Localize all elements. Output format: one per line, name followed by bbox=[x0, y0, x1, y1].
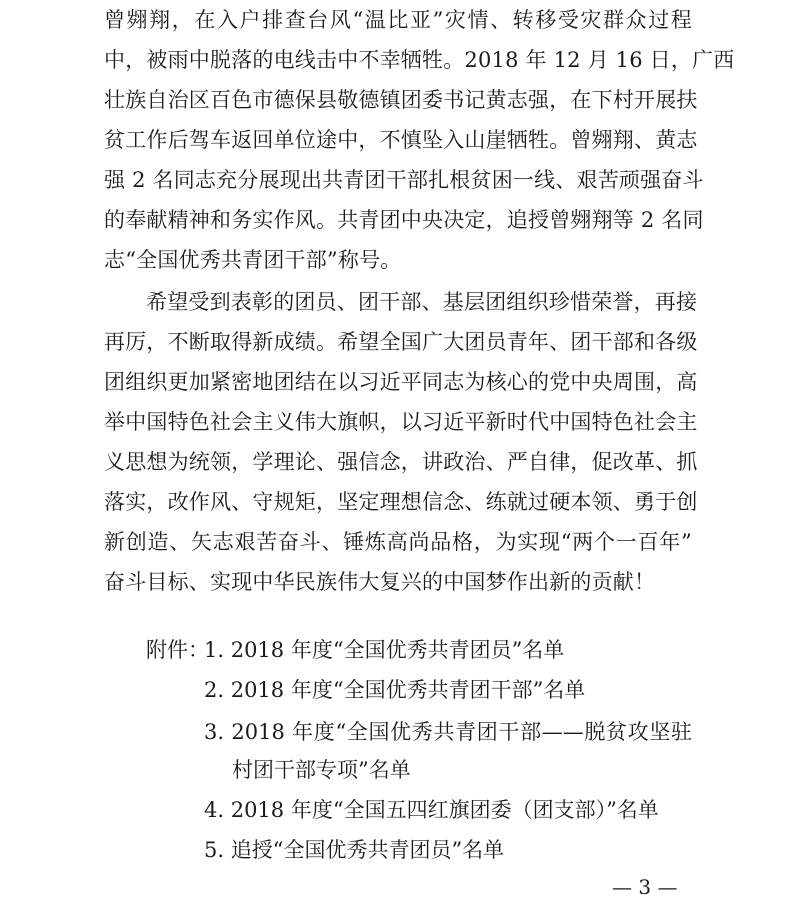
paragraph-1-line-6: 的奉献精神和务实作风。共青团中央决定，追授曾翙翔等 2 名同 bbox=[104, 208, 704, 232]
attachment-item-3: 3. 2018 年度“全国优秀共青团干部——脱贫攻坚驻 bbox=[204, 720, 692, 744]
paragraph-2-line-3: 团组织更加紧密地团结在以习近平同志为核心的党中央周围，高 bbox=[104, 370, 698, 394]
paragraph-1-line-3: 壮族自治区百色市德保县敬德镇团委书记黄志强，在下村开展扶 bbox=[104, 88, 698, 112]
paragraph-2-line-4: 举中国特色社会主义伟大旗帜，以习近平新时代中国特色社会主 bbox=[104, 410, 698, 434]
attachment-item-2: 2. 2018 年度“全国优秀共青团干部”名单 bbox=[204, 678, 586, 702]
paragraph-2-line-2: 再厉，不断取得新成绩。希望全国广大团员青年、团干部和各级 bbox=[104, 330, 698, 354]
paragraph-1-line-1: 曾翙翔，在入户排查台风“温比亚”灾情、转移受灾群众过程 bbox=[104, 8, 692, 32]
attachments-label: 附件： bbox=[146, 638, 209, 662]
paragraph-1-line-2: 中，被雨中脱落的电线击中不幸牺牲。2018 年 12 月 16 日，广西 bbox=[104, 48, 735, 72]
attachment-item-3-continued: 村团干部专项”名单 bbox=[232, 758, 411, 782]
paragraph-2-line-7: 新创造、矢志艰苦奋斗、锤炼高尚品格，为实现“两个一百年” bbox=[104, 530, 692, 554]
paragraph-2-line-5: 义思想为统领，学理论、强信念，讲政治、严自律，促改革、抓 bbox=[104, 450, 698, 474]
attachment-item-4: 4. 2018 年度“全国五四红旗团委（团支部）”名单 bbox=[204, 798, 659, 822]
paragraph-2-line-8: 奋斗目标、实现中华民族伟大复兴的中国梦作出新的贡献！ bbox=[104, 570, 656, 594]
attachment-item-5: 5. 追授“全国优秀共青团员”名单 bbox=[204, 838, 505, 862]
paragraph-1-line-4: 贫工作后驾车返回单位途中，不慎坠入山崖牺牲。曾翙翔、黄志 bbox=[104, 128, 698, 152]
attachment-item-1: 1. 2018 年度“全国优秀共青团员”名单 bbox=[204, 638, 565, 662]
paragraph-1-line-7: 志“全国优秀共青团干部”称号。 bbox=[104, 248, 402, 272]
page-number: — 3 — bbox=[612, 875, 678, 899]
paragraph-2-line-1: 希望受到表彰的团员、团干部、基层团组织珍惜荣誉，再接 bbox=[146, 290, 698, 314]
paragraph-2-line-6: 落实，改作风、守规矩，坚定理想信念、练就过硬本领、勇于创 bbox=[104, 490, 698, 514]
paragraph-1-line-5: 强 2 名同志充分展现出共青团干部扎根贫困一线、艰苦顽强奋斗 bbox=[104, 168, 704, 192]
